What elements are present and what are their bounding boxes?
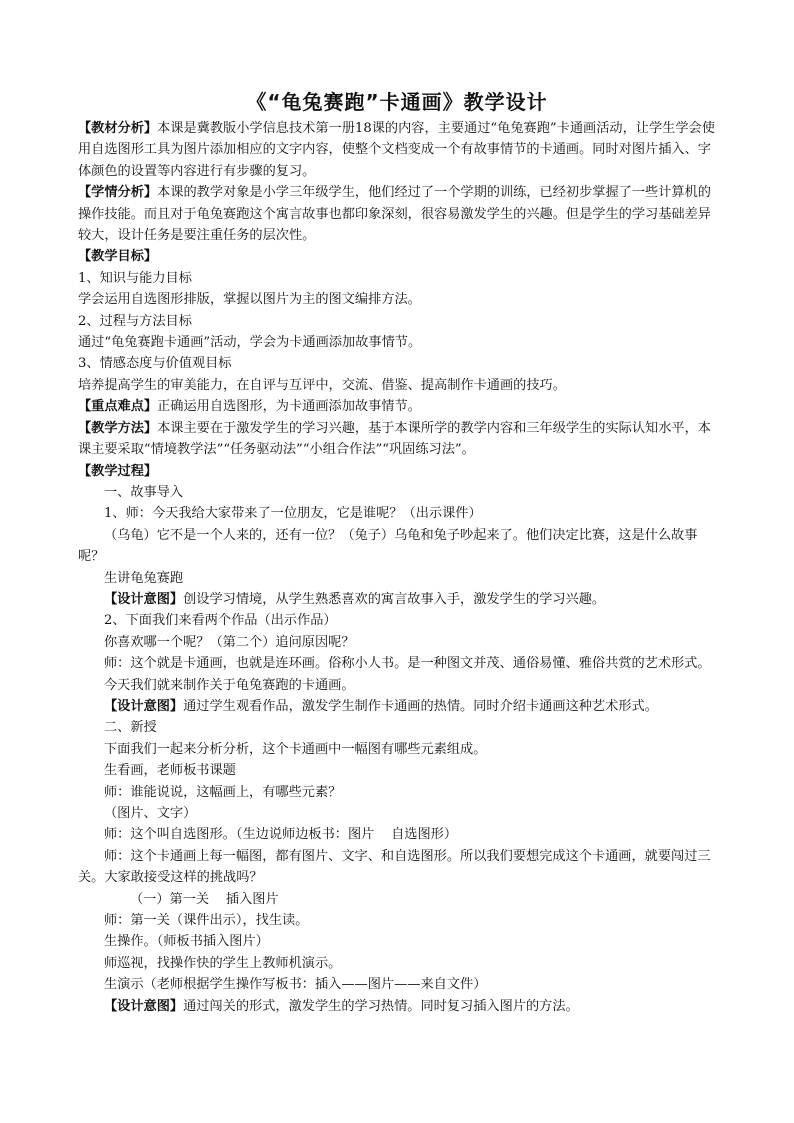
paragraph	[78, 332, 718, 353]
paragraph-text: 一、故事导入	[104, 484, 184, 500]
section-heading: 【设计意图】	[104, 998, 184, 1014]
paragraph-text: 生看画，老师板书课题	[104, 763, 236, 779]
paragraph-text: 师：第一关（课件出示），找生读。	[104, 913, 309, 929]
paragraph-text: 本课主要在于激发学生的学习兴趣，基于本课所学的教学内容和三年级学生的实际认知水平，本课主要采取“情境教学法”“任务驱动法”“小组合作法”“巩固练习法”。	[78, 420, 711, 458]
paragraph	[78, 910, 718, 931]
paragraph	[78, 568, 718, 589]
paragraph	[78, 311, 718, 332]
paragraph	[78, 525, 718, 568]
paragraph-text: 培养提高学生的审美能力，在自评与互评中，交流、借鉴、提高制作卡通画的技巧。	[78, 377, 566, 393]
paragraph-text: 师巡视，找操作快的学生上教师机演示。	[104, 955, 342, 971]
paragraph	[78, 632, 718, 653]
paragraph-text: 正确运用自选图形，为卡通画添加故事情节。	[157, 399, 421, 415]
paragraph-text: （一）第一关 插入图片	[130, 891, 279, 907]
paragraph	[78, 931, 718, 952]
paragraph-text: 师：这个叫自选图形。（生边说师边板书：图片 自选图形）	[104, 827, 458, 843]
paragraph	[78, 289, 718, 310]
paragraph-text: 2、下面我们来看两个作品（出示作品）	[104, 613, 337, 629]
paragraph	[78, 653, 718, 674]
section-heading: 【重点难点】	[78, 399, 158, 415]
paragraph-text: 2、过程与方法目标	[78, 313, 192, 329]
paragraph	[78, 375, 718, 396]
paragraph	[78, 739, 718, 760]
paragraph-text: （图片、文字）	[104, 806, 197, 821]
paragraph-text: 3、情感态度与价值观目标	[78, 356, 232, 372]
paragraph-text: 你喜欢哪一个呢？（第二个）追问原因呢？	[104, 634, 355, 650]
paragraph	[78, 974, 718, 995]
paragraph-text: 师：谁能说说，这幅画上，有哪些元素？	[104, 784, 342, 800]
paragraph	[78, 717, 718, 738]
paragraph	[78, 610, 718, 631]
paragraph	[78, 824, 718, 845]
paragraph-text: 通过“龟兔赛跑卡通画”活动，学会为卡通画添加故事情节。	[78, 335, 422, 351]
paragraph-text: 生讲龟兔赛跑	[104, 570, 184, 586]
paragraph	[78, 396, 718, 417]
paragraph-text: 本课是冀教版小学信息技术第一册18课的内容，主要通过“龟兔赛跑”卡通画活动，让学生学会使用自选图形工具为图片添加相应的文字内容，使整个文档变成一个有故事情节的卡通画。同时对图片插入、字体颜色的设置等内容进行有步骤的复习。	[78, 121, 715, 179]
paragraph	[78, 846, 718, 889]
section-heading: 【设计意图】	[104, 591, 184, 607]
paragraph-text: 二、新授	[104, 720, 157, 736]
paragraph	[78, 503, 718, 524]
document-body	[78, 118, 718, 1017]
paragraph	[78, 246, 718, 267]
paragraph	[78, 353, 718, 374]
section-heading: 【设计意图】	[104, 698, 184, 714]
section-heading: 【教学目标】	[78, 249, 158, 265]
paragraph	[78, 118, 718, 182]
paragraph	[78, 589, 718, 610]
section-heading: 【学情分析】	[78, 185, 158, 201]
section-heading: 【教学过程】	[78, 463, 158, 479]
paragraph-text: 学会运用自选图形排版，掌握以图片为主的图文编排方法。	[78, 292, 421, 308]
paragraph	[78, 482, 718, 503]
paragraph-text: 下面我们一起来分析分析，这个卡通画中一幅图有哪些元素组成。	[104, 741, 487, 757]
paragraph-text: 通过闯关的形式，激发学生的学习热情。同时复习插入图片的方法。	[183, 998, 579, 1014]
paragraph-text: 师：这个就是卡通画，也就是连环画。俗称小人书。是一种图文并茂、通俗易懂、雅俗共赏的艺术形式。	[104, 656, 711, 672]
paragraph	[78, 996, 718, 1017]
paragraph	[78, 760, 718, 781]
paragraph	[78, 268, 718, 289]
paragraph	[78, 182, 718, 246]
paragraph	[78, 953, 718, 974]
paragraph	[78, 418, 718, 461]
paragraph-text: 1、师：今天我给大家带来了一位朋友，它是谁呢？（出示课件）	[104, 506, 482, 522]
paragraph-text: 生演示（老师根据学生操作写板书：插入——图片——来自文件）	[104, 977, 487, 993]
paragraph-text: 师：这个卡通画上每一幅图，都有图片、文字、和自选图形。所以我们要想完成这个卡通画，就要闯过三关。大家敢接受这样的挑战吗？	[78, 848, 711, 886]
paragraph	[78, 803, 718, 824]
paragraph-text: 通过学生观看作品，激发学生制作卡通画的热情。同时介绍卡通画这种艺术形式。	[183, 698, 658, 714]
section-heading: 【教材分析】	[78, 121, 158, 136]
paragraph	[78, 675, 718, 696]
paragraph-text: 生操作。（师板书插入图片）	[104, 934, 269, 950]
paragraph	[78, 696, 718, 717]
paragraph-text: 本课的教学对象是小学三年级学生，他们经过了一个学期的训练，已经初步掌握了一些计算机的操作技能。而且对于龟兔赛跑这个寓言故事也都印象深刻，很容易激发学生的兴趣。但是学生的学习基础差异较大，设计任务是要注重任务的层次性。	[78, 185, 711, 244]
paragraph-text: （乌龟）它不是一个人来的，还有一位？（兔子）乌龟和兔子吵起来了。他们决定比赛，这是什么故事呢？	[78, 527, 698, 565]
section-heading: 【教学方法】	[78, 420, 158, 436]
paragraph-text: 今天我们就来制作关于龟兔赛跑的卡通画。	[104, 677, 355, 693]
paragraph-text: 创设学习情境，从学生熟悉喜欢的寓言故事入手，激发学生的学习兴趣。	[183, 591, 606, 607]
paragraph	[78, 461, 718, 482]
paragraph	[78, 782, 718, 803]
document-title: 《“龟兔赛跑”卡通画》教学设计	[246, 90, 548, 114]
paragraph-text: 1、知识与能力目标	[78, 270, 192, 286]
paragraph	[78, 889, 718, 910]
